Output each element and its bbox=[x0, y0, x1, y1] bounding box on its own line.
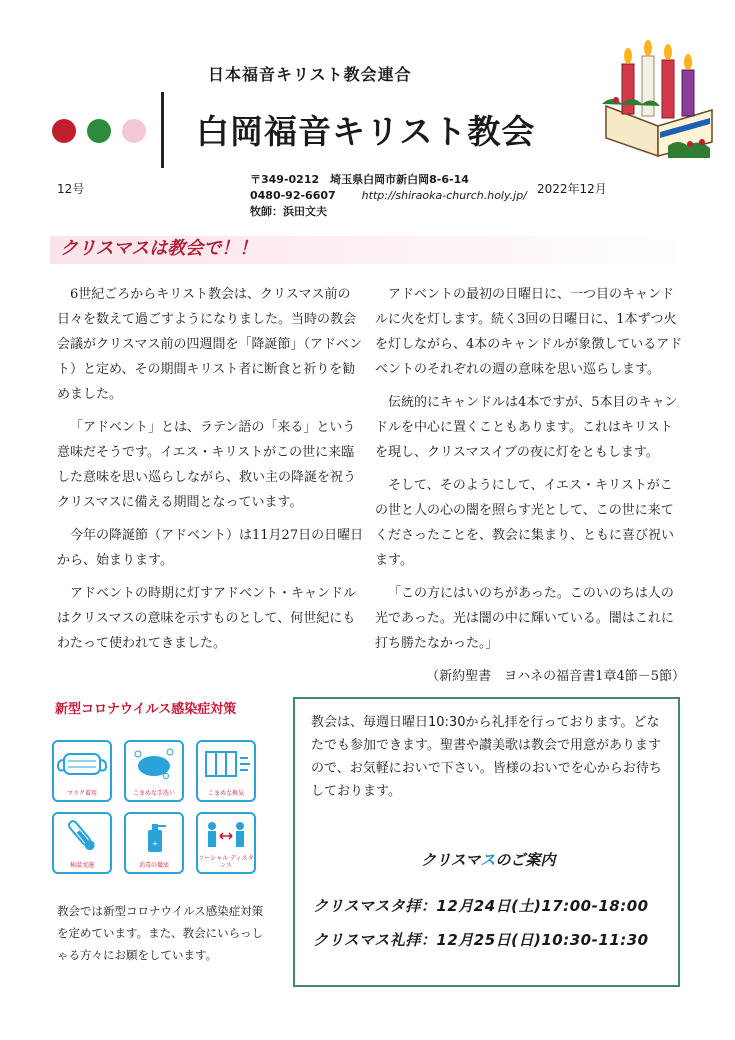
address: 〒349-0212 埼玉県白岡市新白岡8-6-14 bbox=[250, 173, 469, 186]
ventilation-icon bbox=[198, 746, 254, 782]
social-distance-icon bbox=[198, 818, 254, 854]
article-title: クリスマスは教会で！！ bbox=[60, 238, 258, 259]
issue-number: 12号 bbox=[57, 182, 85, 196]
article-left-column bbox=[57, 282, 367, 664]
phone: 0480-92-6607 bbox=[250, 189, 336, 202]
website-link[interactable]: http://shiraoka-church.holy.jp/ bbox=[361, 189, 527, 202]
icon-label: 消毒の徹底 bbox=[138, 862, 169, 869]
contact-block bbox=[250, 172, 527, 220]
pink-dot bbox=[122, 119, 146, 143]
church-name: 白岡福音キリスト教会 bbox=[196, 112, 536, 151]
icon-label: ソーシャル ディスタンス bbox=[198, 855, 254, 869]
header-divider bbox=[161, 92, 164, 168]
svg-text:+: + bbox=[152, 840, 158, 848]
bible-quote: 「この方にはいのちがあった。このいのちは人の光であった。光は闇の中に輝いている。闇はこれに打ち勝たなかった。」 bbox=[375, 586, 674, 651]
christmas-day-service: クリスマス礼拝：12月25日(日)10:30-11:30 bbox=[313, 931, 649, 949]
covid-notice: 教会では新型コロナウイルス感染症対策を定めています。また、教会にいらっしゃる方々にお願をしています。 bbox=[57, 904, 264, 962]
guide-title-accent: ス bbox=[480, 851, 496, 869]
paragraph: アドベントの最初の日曜日に、一つ目のキャンドルに火を灯します。続く3回の日曜日に、1本ずつ火を灯しながら、4本のキャンドルが象徴しているアドベントのそれぞれの週の意味を思い巡らします。 bbox=[375, 287, 683, 377]
handwash-icon-card bbox=[124, 740, 184, 802]
paragraph: そして、そのようにして、イエス・キリストがこの世と人の心の闇を照らす光として、この世に来てくださったことを、教会に集まり、ともに喜び祝います。 bbox=[375, 478, 675, 568]
social-distance-icon-card bbox=[196, 812, 256, 874]
pastor: 牧師：浜田文夫 bbox=[250, 205, 327, 218]
paragraph: アドベントの時期に灯すアドベント・キャンドルはクリスマスの意味を示すものとして、何世紀にもわたって使われてきました。 bbox=[57, 586, 357, 651]
ventilation-icon-card bbox=[196, 740, 256, 802]
worship-invitation: 教会は、毎週日曜日10:30から礼拝を行っております。どなたでも参加できます。聖書や讃美歌は教会で用意がありますので、お気軽においで下さい。皆様のおいでを心からお待ちしております。 bbox=[311, 715, 662, 799]
paragraph: 伝統的にキャンドルは4本ですが、5本目のキャンドルを中心に置くこともあります。これはキリストを現し、クリスマスイブの夜に灯をともします。 bbox=[375, 395, 678, 460]
bible-citation: （新約聖書 ヨハネの福音書1章4節－5節） bbox=[426, 669, 685, 684]
guide-title-part: クリスマ bbox=[421, 851, 481, 869]
mask-icon-card bbox=[52, 740, 112, 802]
paragraph: 今年の降誕節（アドベント）は11月27日の日曜日から、始まります。 bbox=[57, 528, 364, 568]
thermometer-icon-card bbox=[52, 812, 112, 874]
icon-label: こまめな手洗い bbox=[132, 790, 175, 797]
handwash-icon bbox=[126, 746, 182, 782]
thermometer-icon bbox=[54, 818, 110, 854]
sanitizer-icon-card bbox=[124, 812, 184, 874]
christmas-guide-title bbox=[421, 849, 555, 870]
guide-title-part: のご案内 bbox=[495, 851, 556, 869]
paragraph: 6世紀ごろからキリスト教会は、クリスマス前の日々を数えて過ごすようになりました。当時の教会会議がクリスマス前の四週間を「降誕節」（アドベント）と定め、その期間キリスト者に断食と祈りを勧めました。 bbox=[57, 287, 362, 402]
contact-line bbox=[250, 188, 527, 204]
organization-name: 日本福音キリスト教会連合 bbox=[208, 65, 412, 84]
paragraph: 「アドベント」とは、ラテン語の「来る」という意味だそうです。イエス・キリストがこの世に来臨した意味を思い巡らしながら、救い主の降誕を祝うクリスマスに備える期間となっています。 bbox=[57, 420, 357, 510]
issue-date: 2022年12月 bbox=[537, 182, 607, 196]
mask-icon bbox=[54, 746, 110, 782]
icon-label: こまめな換気 bbox=[207, 790, 244, 797]
advent-candles-illustration bbox=[598, 34, 718, 164]
worship-info-box bbox=[293, 697, 680, 987]
sanitizer-icon bbox=[126, 818, 182, 854]
icon-label: 検温実施 bbox=[69, 862, 94, 869]
red-dot bbox=[52, 119, 76, 143]
christmas-eve-service: クリスマスタ拝：12月24日(土)17:00-18:00 bbox=[313, 897, 649, 915]
green-dot bbox=[87, 119, 111, 143]
covid-section-title: 新型コロナウイルス感染症対策 bbox=[55, 702, 237, 717]
icon-label: マスク着用 bbox=[66, 790, 97, 797]
article-right-column bbox=[375, 282, 685, 697]
